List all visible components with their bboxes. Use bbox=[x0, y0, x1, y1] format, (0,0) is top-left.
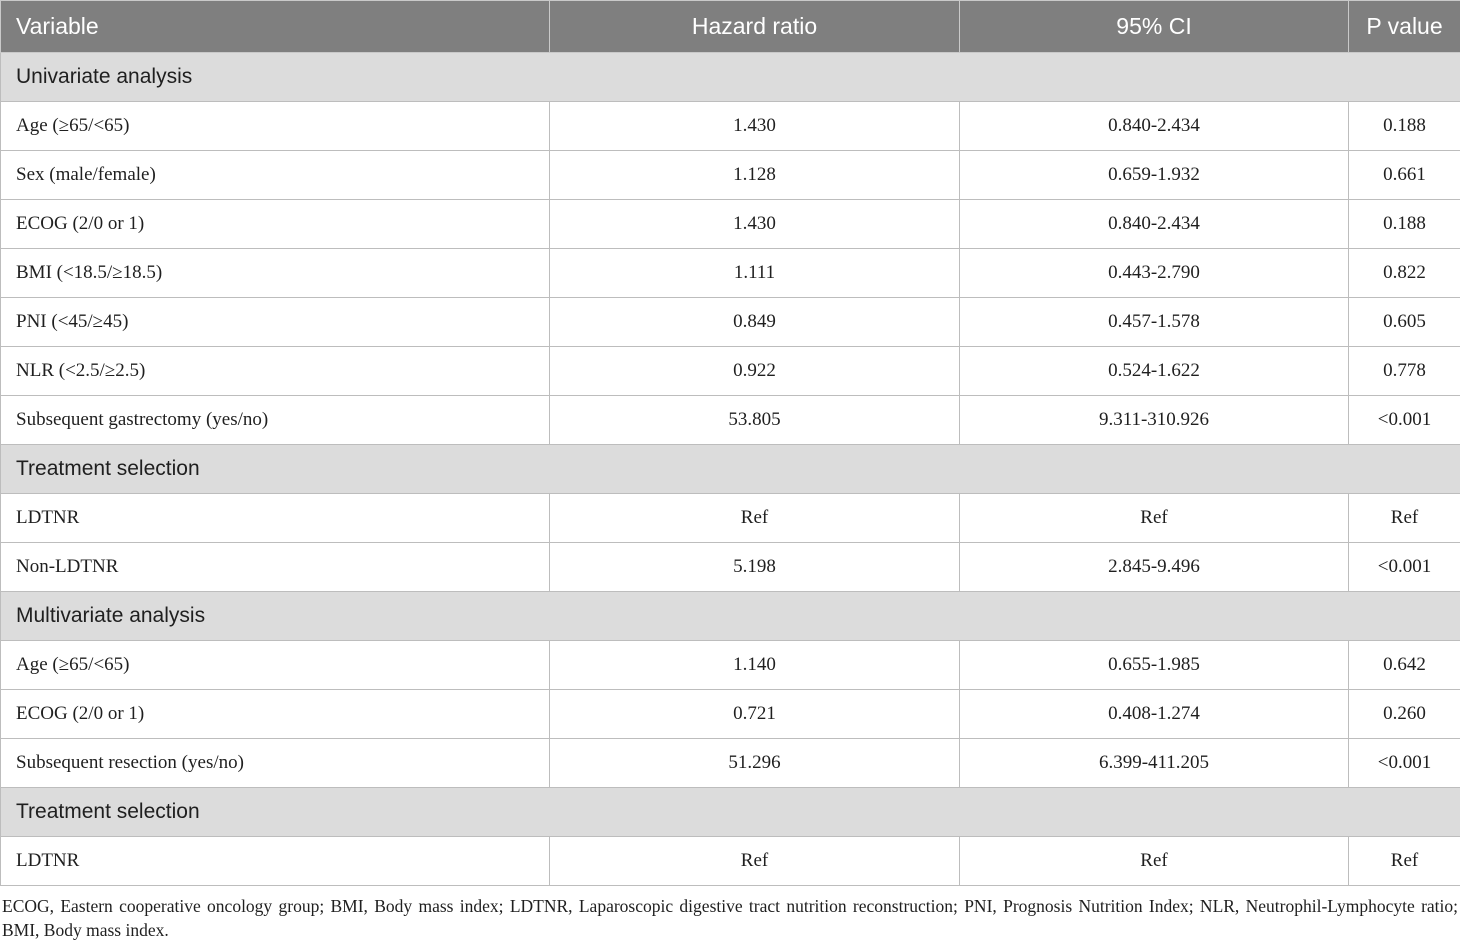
hazard-ratio-cell: 51.296 bbox=[550, 739, 960, 788]
ci-cell: 0.408-1.274 bbox=[960, 690, 1349, 739]
ci-cell: 0.443-2.790 bbox=[960, 249, 1349, 298]
ci-cell: 0.655-1.985 bbox=[960, 641, 1349, 690]
table-row bbox=[1, 151, 1460, 200]
ci-cell: 0.524-1.622 bbox=[960, 347, 1349, 396]
header-p-value: P value bbox=[1349, 1, 1460, 53]
hazard-ratio-cell: 1.111 bbox=[550, 249, 960, 298]
hazard-ratio-cell: 1.430 bbox=[550, 200, 960, 249]
table-row bbox=[1, 200, 1460, 249]
ci-cell: 2.845-9.496 bbox=[960, 543, 1349, 592]
variable-cell: ECOG (2/0 or 1) bbox=[1, 200, 550, 249]
variable-cell: ECOG (2/0 or 1) bbox=[1, 690, 550, 739]
table-row bbox=[1, 543, 1460, 592]
p-value-cell: 0.188 bbox=[1349, 102, 1460, 151]
variable-cell: Age (≥65/<65) bbox=[1, 102, 550, 151]
header-hazard-ratio: Hazard ratio bbox=[550, 1, 960, 53]
variable-cell: Subsequent gastrectomy (yes/no) bbox=[1, 396, 550, 445]
p-value-cell: 0.822 bbox=[1349, 249, 1460, 298]
variable-cell: Sex (male/female) bbox=[1, 151, 550, 200]
variable-cell: Age (≥65/<65) bbox=[1, 641, 550, 690]
header-row bbox=[1, 1, 1460, 53]
table-row bbox=[1, 298, 1460, 347]
ci-cell: 0.457-1.578 bbox=[960, 298, 1349, 347]
variable-cell: LDTNR bbox=[1, 494, 550, 543]
hazard-ratio-cell: 0.849 bbox=[550, 298, 960, 347]
hazard-ratio-cell: 1.128 bbox=[550, 151, 960, 200]
section-row bbox=[1, 445, 1460, 494]
p-value-cell: Ref bbox=[1349, 494, 1460, 543]
section-row bbox=[1, 53, 1460, 102]
p-value-cell: 0.661 bbox=[1349, 151, 1460, 200]
table-row bbox=[1, 641, 1460, 690]
table-row bbox=[1, 102, 1460, 151]
hazard-ratio-cell: 5.198 bbox=[550, 543, 960, 592]
hazard-ratio-cell: 53.805 bbox=[550, 396, 960, 445]
ci-cell: Ref bbox=[960, 494, 1349, 543]
hazard-ratio-cell: 1.140 bbox=[550, 641, 960, 690]
table-row bbox=[1, 739, 1460, 788]
table-body bbox=[1, 53, 1460, 886]
ci-cell: 0.840-2.434 bbox=[960, 200, 1349, 249]
ci-cell: 9.311-310.926 bbox=[960, 396, 1349, 445]
p-value-cell: Ref bbox=[1349, 837, 1460, 886]
section-row bbox=[1, 592, 1460, 641]
p-value-cell: <0.001 bbox=[1349, 543, 1460, 592]
hazard-ratio-cell: Ref bbox=[550, 837, 960, 886]
section-title: Treatment selection bbox=[1, 445, 1460, 494]
header-variable: Variable bbox=[1, 1, 550, 53]
header-ci: 95% CI bbox=[960, 1, 1349, 53]
section-title: Multivariate analysis bbox=[1, 592, 1460, 641]
ci-cell: 0.840-2.434 bbox=[960, 102, 1349, 151]
table-row bbox=[1, 347, 1460, 396]
variable-cell: BMI (<18.5/≥18.5) bbox=[1, 249, 550, 298]
variable-cell: PNI (<45/≥45) bbox=[1, 298, 550, 347]
table-footnote: ECOG, Eastern cooperative oncology group; BMI, Body mass index; LDTNR, Laparoscopic digestive tract nutrition reconstruction; PNI, Prognosis Nutrition Index; NLR, Neutrophil-Lymphocyte ratio; BMI, Body mass index. bbox=[2, 896, 1458, 940]
p-value-cell: 0.778 bbox=[1349, 347, 1460, 396]
variable-cell: NLR (<2.5/≥2.5) bbox=[1, 347, 550, 396]
table-row bbox=[1, 396, 1460, 445]
table-row bbox=[1, 690, 1460, 739]
hazard-ratio-cell: Ref bbox=[550, 494, 960, 543]
section-title: Univariate analysis bbox=[1, 53, 1460, 102]
section-title: Treatment selection bbox=[1, 788, 1460, 837]
p-value-cell: 0.642 bbox=[1349, 641, 1460, 690]
hazard-ratio-cell: 1.430 bbox=[550, 102, 960, 151]
variable-cell: Non-LDTNR bbox=[1, 543, 550, 592]
section-row bbox=[1, 788, 1460, 837]
table-row bbox=[1, 249, 1460, 298]
hazard-ratio-cell: 0.721 bbox=[550, 690, 960, 739]
ci-cell: 0.659-1.932 bbox=[960, 151, 1349, 200]
p-value-cell: 0.605 bbox=[1349, 298, 1460, 347]
table-row bbox=[1, 494, 1460, 543]
hazard-ratio-cell: 0.922 bbox=[550, 347, 960, 396]
p-value-cell: 0.260 bbox=[1349, 690, 1460, 739]
ci-cell: Ref bbox=[960, 837, 1349, 886]
table-header bbox=[1, 1, 1460, 53]
ci-cell: 6.399-411.205 bbox=[960, 739, 1349, 788]
p-value-cell: 0.188 bbox=[1349, 200, 1460, 249]
variable-cell: LDTNR bbox=[1, 837, 550, 886]
variable-cell: Subsequent resection (yes/no) bbox=[1, 739, 550, 788]
p-value-cell: <0.001 bbox=[1349, 396, 1460, 445]
p-value-cell: <0.001 bbox=[1349, 739, 1460, 788]
table-row bbox=[1, 837, 1460, 886]
